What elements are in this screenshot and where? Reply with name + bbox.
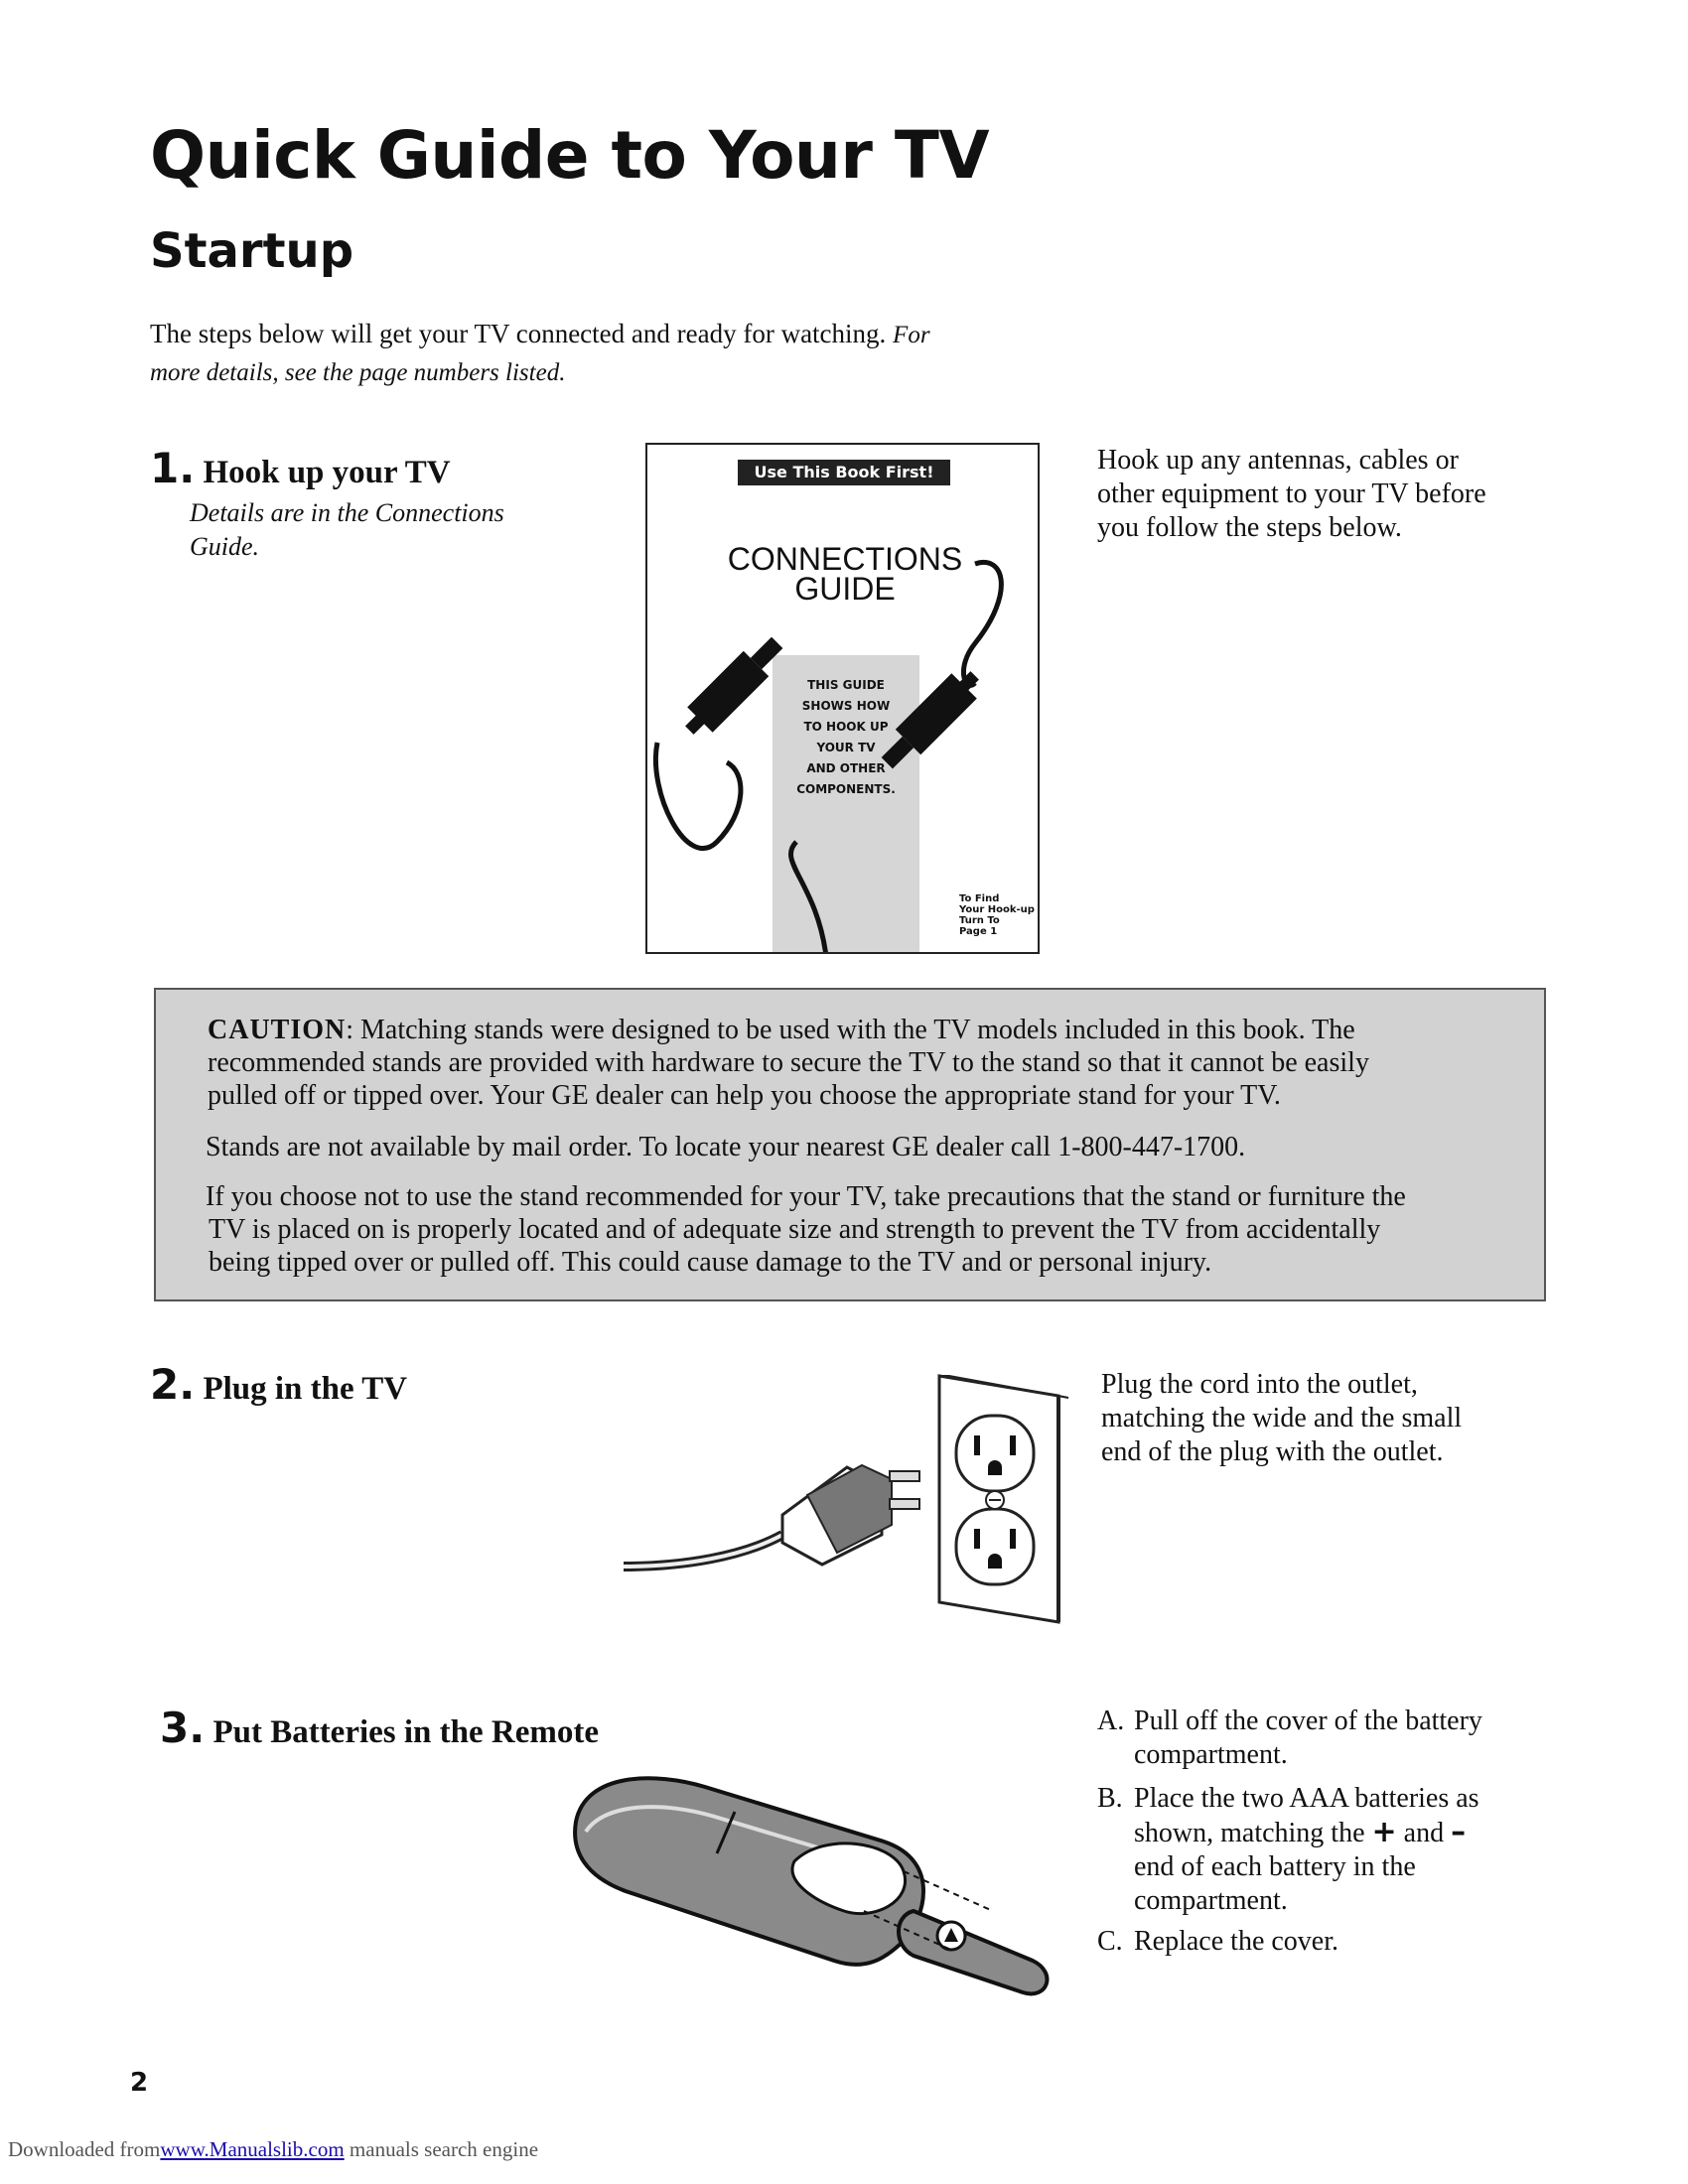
- caution-paragraph-3: [206, 1180, 1406, 1279]
- item-label: B.: [1097, 1783, 1123, 1814]
- find-line: Turn To: [959, 915, 1000, 926]
- page-title: Quick Guide to Your TV: [150, 117, 990, 194]
- caution-p1-line1: : Matching stands were designed to be used with the TV models included in this book. The: [346, 1015, 1355, 1045]
- remote-battery-illustration: [566, 1762, 1062, 2020]
- footer-suffix: manuals search engine: [349, 2137, 539, 2161]
- item-label: A.: [1097, 1706, 1125, 1736]
- strip-line: SHOWS HOW: [801, 699, 891, 713]
- step2-description: [1101, 1368, 1462, 1469]
- item-line: compartment.: [1134, 1739, 1288, 1770]
- caution-p1-line2: recommended stands are provided with hardware to secure the TV to the stand so that it cannot be easily: [208, 1047, 1369, 1078]
- caution-p3-line2: TV is placed on is properly located and of adequate size and strength to prevent the TV from accidentally: [209, 1214, 1381, 1245]
- step3-heading: [160, 1704, 599, 1752]
- step1-sub-line1: Details are in the Connections: [190, 498, 504, 527]
- page-number: 2: [130, 2068, 149, 2098]
- step3-instructions: [1097, 1705, 1554, 1982]
- item-line: shown, matching the: [1134, 1818, 1365, 1848]
- step2-desc-line3: end of the plug with the outlet.: [1101, 1436, 1444, 1467]
- item-line: Pull off the cover of the battery: [1134, 1706, 1482, 1736]
- step1-heading-text: Hook up your TV: [203, 455, 451, 490]
- step3-heading-text: Put Batteries in the Remote: [212, 1714, 599, 1750]
- footer-prefix: Downloaded from: [8, 2137, 161, 2161]
- item-text: [1134, 1705, 1482, 1772]
- caution-label: CAUTION: [208, 1015, 347, 1045]
- step1-sub-line2: Guide.: [190, 532, 260, 561]
- find-line: To Find: [959, 893, 1000, 904]
- minus-symbol: –: [1451, 1815, 1467, 1849]
- step1-desc-line3: you follow the steps below.: [1097, 512, 1402, 543]
- plug-outlet-illustration: [624, 1368, 1070, 1626]
- strip-line: AND OTHER: [806, 761, 886, 775]
- item-word: and: [1403, 1818, 1445, 1848]
- step1-description: [1097, 444, 1486, 545]
- section-title: Startup: [150, 223, 354, 279]
- book-badge: Use This Book First!: [738, 460, 950, 485]
- caution-paragraph-2: Stands are not available by mail order. To locate your nearest GE dealer call 1-800-447-1700.: [206, 1132, 1246, 1162]
- caution-p3-line3: being tipped over or pulled off. This could cause damage to the TV and or personal injury.: [209, 1247, 1212, 1278]
- step2-desc-line1: Plug the cord into the outlet,: [1101, 1369, 1418, 1400]
- strip-line: TO HOOK UP: [803, 720, 889, 734]
- book-find-text: [959, 893, 1039, 937]
- book-title-line2: GUIDE: [794, 571, 896, 607]
- caution-p3-line1: If you choose not to use the stand recommended for your TV, take precautions that the stand or furniture the: [206, 1181, 1406, 1212]
- strip-line: THIS GUIDE: [807, 678, 885, 692]
- find-line: Your Hook-up: [959, 904, 1035, 915]
- book-title-line1: CONNECTIONS: [727, 541, 963, 577]
- item-text: [1134, 1782, 1479, 1918]
- book-title: [721, 541, 969, 607]
- footer: [8, 2137, 538, 2162]
- step1-desc-line2: other equipment to your TV before: [1097, 478, 1486, 509]
- connections-guide-illustration: [645, 443, 1040, 954]
- find-line: Page 1: [959, 926, 998, 937]
- intro-paragraph: [150, 316, 1063, 391]
- intro-italic-2: more details, see the page numbers listed.: [150, 359, 566, 386]
- item-text: Replace the cover.: [1134, 1926, 1339, 1957]
- caution-p1-line3: pulled off or tipped over. Your GE dealer can help you choose the appropriate stand for your TV.: [208, 1080, 1281, 1111]
- step1-number: 1.: [150, 444, 196, 492]
- item-line: end of each battery in the: [1134, 1851, 1416, 1882]
- step1-desc-line1: Hook up any antennas, cables or: [1097, 445, 1459, 476]
- item-label: C.: [1097, 1926, 1123, 1957]
- step1-subtext: [190, 496, 504, 564]
- step3-number: 3.: [160, 1704, 206, 1752]
- footer-link[interactable]: www.Manualslib.com: [160, 2137, 345, 2161]
- caution-paragraph-1: [208, 1014, 1369, 1112]
- step2-heading: [150, 1360, 407, 1409]
- step2-desc-line2: matching the wide and the small: [1101, 1403, 1463, 1433]
- intro-italic-1: For: [893, 322, 930, 348]
- step1-heading: [150, 444, 451, 492]
- strip-line: YOUR TV: [816, 741, 876, 754]
- plus-symbol: +: [1371, 1815, 1397, 1849]
- caution-box: [154, 988, 1546, 1301]
- step2-number: 2.: [150, 1360, 196, 1409]
- item-line: compartment.: [1134, 1885, 1288, 1916]
- book-strip-text: [773, 675, 919, 800]
- intro-main: The steps below will get your TV connected and ready for watching.: [150, 319, 887, 348]
- step2-heading-text: Plug in the TV: [203, 1371, 408, 1407]
- item-line: Place the two AAA batteries as: [1134, 1783, 1479, 1814]
- strip-line: COMPONENTS.: [796, 782, 896, 796]
